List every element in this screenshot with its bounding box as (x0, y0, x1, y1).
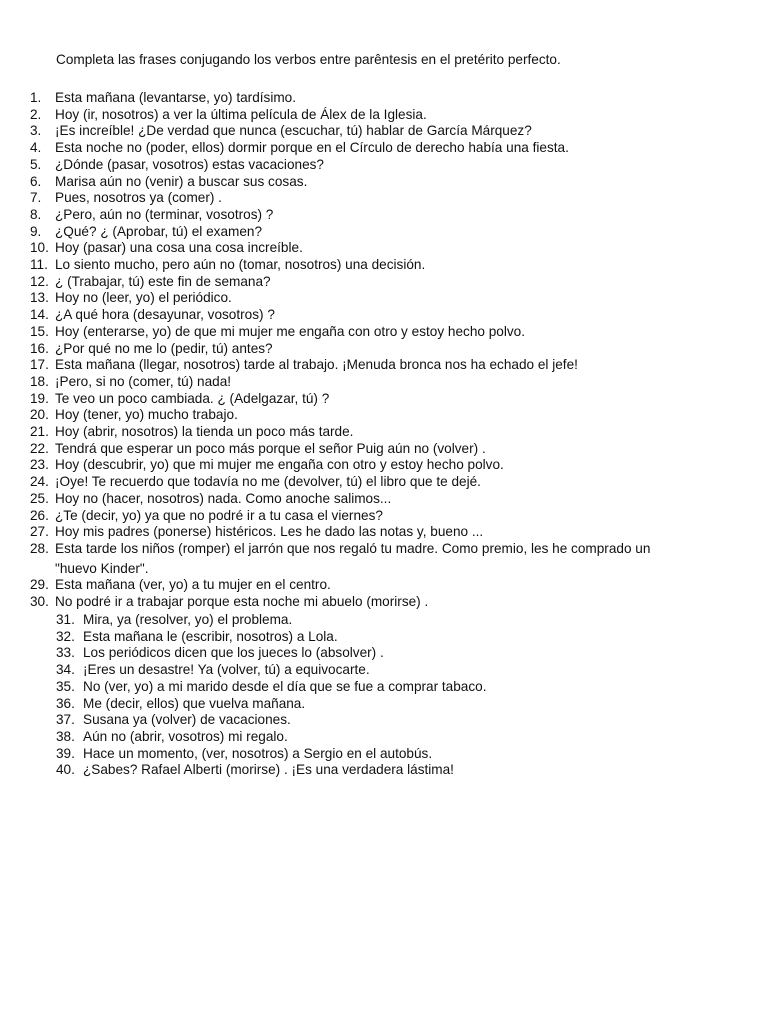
exercise-sentence-text: ¿Por qué no me lo (pedir, tú) antes? (55, 340, 273, 356)
exercise-sentence-text: ¿Pero, aún no (terminar, vosotros) ? (55, 206, 274, 222)
exercise-number: 17. (30, 357, 49, 373)
exercise-number: 32. (56, 628, 75, 644)
exercise-sentence (55, 491, 764, 508)
exercise-number: 6. (30, 173, 42, 189)
exercise-sentence-text: Hoy (enterarse, yo) de que mi mujer me engaña con otro y estoy hecho polvo. (55, 323, 525, 339)
exercise-number: 19. (30, 390, 49, 406)
exercise-item (30, 123, 764, 140)
exercise-sentence-text: Hoy no (leer, yo) el periódico. (55, 290, 232, 306)
exercise-sentence-text: ¿Sabes? Rafael Alberti (morirse) . ¡Es una verdadera lástima! (83, 762, 454, 778)
exercise-sentence (55, 577, 764, 594)
exercise-item (56, 746, 756, 763)
exercise-sentence-text: Marisa aún no (venir) a buscar sus cosas. (55, 173, 308, 189)
exercise-item (30, 407, 764, 424)
exercise-sentence-text: ¿Te (decir, yo) ya que no podré ir a tu casa el viernes? (55, 507, 383, 523)
exercise-sentence (83, 712, 756, 729)
exercise-sentence (55, 174, 764, 191)
exercise-item (30, 290, 764, 307)
exercise-number: 4. (30, 140, 42, 156)
exercise-sentence-text: Hoy mis padres (ponerse) histéricos. Les he dado las notas y, bueno ... (55, 524, 484, 540)
exercise-number: 29. (30, 577, 49, 593)
exercise-sentence (55, 407, 764, 424)
exercise-item (56, 612, 756, 629)
exercise-number: 5. (30, 156, 42, 172)
exercise-item (30, 224, 764, 241)
exercise-sentence (55, 424, 764, 441)
exercise-sentence-text: Hoy (tener, yo) mucho trabajo. (55, 407, 238, 423)
exercise-sentence-text: Esta mañana le (escribir, nosotros) a Lola. (83, 628, 338, 644)
exercise-number: 24. (30, 474, 49, 490)
exercise-item (56, 679, 756, 696)
exercise-number: 10. (30, 240, 49, 256)
exercise-sentence-text: Hoy (ir, nosotros) a ver la última película de Álex de la Iglesia. (55, 106, 427, 122)
exercise-sentence (83, 762, 756, 779)
exercise-item (30, 457, 764, 474)
exercise-number: 28. (30, 540, 49, 556)
exercise-sentence (55, 240, 764, 257)
exercise-item (30, 307, 764, 324)
exercise-item (30, 240, 764, 257)
exercise-sentence (55, 207, 764, 224)
exercise-number: 26. (30, 507, 49, 523)
exercise-sentence-text: Los periódicos dicen que los jueces lo (absolver) . (83, 645, 384, 661)
exercise-sentence-text: ¡Eres un desastre! Ya (volver, tú) a equivocarte. (83, 662, 370, 678)
exercise-item (30, 274, 764, 291)
exercise-sentence-text: ¡Oye! Te recuerdo que todavía no me (devolver, tú) el libro que te dejé. (55, 474, 481, 490)
exercise-number: 25. (30, 490, 49, 506)
exercise-item (56, 729, 756, 746)
exercise-sentence-text: Aún no (abrir, vosotros) mi regalo. (83, 728, 288, 744)
exercise-sentence-text: Hace un momento, (ver, nosotros) a Sergio en el autobús. (83, 745, 433, 761)
exercise-number: 9. (30, 223, 42, 239)
exercise-sentence-text: ¡Es increíble! ¿De verdad que nunca (escuchar, tú) hablar de García Márquez? (55, 123, 532, 139)
exercise-sentence-text: Esta mañana (llegar, nosotros) tarde al trabajo. ¡Menuda bronca nos ha echado el jefe! (55, 357, 578, 373)
exercise-sentence-text: Susana ya (volver) de vacaciones. (83, 712, 291, 728)
exercise-sentence-text: Mira, ya (resolver, yo) el problema. (83, 612, 293, 627)
exercise-sentence (55, 324, 764, 341)
exercise-item (30, 524, 764, 541)
exercise-number: 35. (56, 678, 75, 694)
exercise-sentence (83, 729, 756, 746)
exercise-number: 1. (30, 90, 42, 105)
exercise-sentence (55, 224, 764, 241)
exercise-number: 13. (30, 290, 49, 306)
exercise-number: 40. (56, 762, 75, 778)
exercise-number: 18. (30, 373, 49, 389)
exercise-number: 12. (30, 273, 49, 289)
exercise-sentence (55, 457, 764, 474)
exercise-item (30, 207, 764, 224)
exercise-sentence (55, 474, 764, 491)
exercise-item (30, 341, 764, 358)
exercise-sentence (55, 140, 764, 157)
exercise-item (30, 577, 764, 594)
exercise-number: 8. (30, 206, 42, 222)
exercise-sentence-continuation: "huevo Kinder". (55, 560, 149, 576)
exercise-sentence (55, 307, 764, 324)
exercise-number: 21. (30, 424, 49, 440)
exercise-number: 30. (30, 594, 49, 610)
exercise-sentence (55, 391, 764, 408)
exercise-sentence-text: ¿Dónde (pasar, vosotros) estas vacaciones? (55, 156, 324, 172)
exercise-sentence-text: ¿Qué? ¿ (Aprobar, tú) el examen? (55, 223, 263, 239)
exercise-sentence-text: Esta mañana (levantarse, yo) tardísimo. (55, 90, 297, 105)
exercise-number: 38. (56, 728, 75, 744)
exercise-sentence-text: ¡Pero, si no (comer, tú) nada! (55, 373, 232, 389)
exercise-item (30, 174, 764, 191)
exercise-sentence-text: Esta mañana (ver, yo) a tu mujer en el centro. (55, 577, 331, 593)
exercise-item (30, 257, 764, 274)
exercise-sentence (55, 594, 764, 611)
exercise-sentence-text: Pues, nosotros ya (comer) . (55, 190, 222, 206)
instructions-text: Completa las frases conjugando los verbos entre parêntesis en el pretérito perfecto. (56, 52, 561, 67)
exercise-list-31-40 (56, 612, 756, 779)
exercise-sentence-text: No podré ir a trabajar porque esta noche mi abuelo (morirse) . (55, 594, 429, 610)
exercise-number: 7. (30, 190, 42, 206)
exercise-sentence-text: ¿A qué hora (desayunar, vosotros) ? (55, 307, 275, 323)
exercise-item (30, 491, 764, 508)
exercise-list-1-30 (30, 90, 764, 611)
exercise-number: 37. (56, 712, 75, 728)
exercise-item (30, 140, 764, 157)
exercise-item (56, 762, 756, 779)
exercise-sentence (55, 541, 764, 577)
exercise-number: 3. (30, 123, 42, 139)
exercise-item (56, 645, 756, 662)
exercise-sentence-text: Esta noche no (poder, ellos) dormir porque en el Círculo de derecho había una fiesta. (55, 140, 569, 156)
exercise-number: 31. (56, 612, 75, 627)
exercise-number: 16. (30, 340, 49, 356)
exercise-item (30, 324, 764, 341)
exercise-item (56, 629, 756, 646)
exercise-sentence-text: Te veo un poco cambiada. ¿ (Adelgazar, tú) ? (55, 390, 330, 406)
exercise-sentence (55, 357, 764, 374)
exercise-item (30, 541, 764, 577)
exercise-item (30, 190, 764, 207)
exercise-sentence-text: Hoy (descubrir, yo) que mi mujer me engaña con otro y estoy hecho polvo. (55, 457, 504, 473)
exercise-sentence (83, 629, 756, 646)
exercise-sentence (55, 257, 764, 274)
exercise-number: 33. (56, 645, 75, 661)
exercise-item (30, 441, 764, 458)
exercise-item (30, 474, 764, 491)
exercise-sentence-text: Tendrá que esperar un poco más porque el señor Puig aún no (volver) . (55, 440, 486, 456)
exercise-sentence-text: Esta tarde los niños (romper) el jarrón que nos regaló tu madre. Como premio, les he comprado un (55, 540, 651, 556)
exercise-item (56, 712, 756, 729)
exercise-sentence-text: ¿ (Trabajar, tú) este fin de semana? (55, 273, 271, 289)
exercise-sentence (83, 696, 756, 713)
exercise-sentence (55, 107, 764, 124)
exercise-number: 27. (30, 524, 49, 540)
exercise-number: 23. (30, 457, 49, 473)
exercise-number: 15. (30, 323, 49, 339)
exercise-item (56, 662, 756, 679)
exercise-number: 22. (30, 440, 49, 456)
exercise-sentence-text: Lo siento mucho, pero aún no (tomar, nosotros) una decisión. (55, 257, 426, 273)
exercise-item (30, 90, 764, 107)
exercise-number: 20. (30, 407, 49, 423)
exercise-sentence (55, 508, 764, 525)
exercise-sentence (55, 157, 764, 174)
exercise-sentence-text: Me (decir, ellos) que vuelva mañana. (83, 695, 306, 711)
exercise-sentence (83, 612, 756, 629)
exercise-number: 39. (56, 745, 75, 761)
exercise-sentence-text: Hoy (abrir, nosotros) la tienda un poco más tarde. (55, 424, 354, 440)
exercise-sentence (55, 524, 764, 541)
exercise-item (56, 696, 756, 713)
exercise-sentence (55, 290, 764, 307)
exercise-sentence (55, 90, 764, 107)
exercise-sentence-text: Hoy no (hacer, nosotros) nada. Como anoche salimos... (55, 490, 392, 506)
exercise-sentence (55, 123, 764, 140)
exercise-item (30, 424, 764, 441)
exercise-sentence (55, 341, 764, 358)
exercise-number: 14. (30, 307, 49, 323)
exercise-item (30, 357, 764, 374)
exercise-sentence (83, 746, 756, 763)
exercise-item (30, 107, 764, 124)
exercise-number: 36. (56, 695, 75, 711)
exercise-sentence (83, 662, 756, 679)
exercise-sentence (83, 679, 756, 696)
exercise-number: 11. (30, 257, 48, 273)
exercise-number: 34. (56, 662, 75, 678)
exercise-item (30, 157, 764, 174)
exercise-sentence (55, 374, 764, 391)
exercise-sentence (55, 190, 764, 207)
exercise-number: 2. (30, 106, 42, 122)
exercise-sentence (55, 441, 764, 458)
exercise-sentence-text: No (ver, yo) a mi marido desde el día que se fue a comprar tabaco. (83, 678, 487, 694)
exercise-item (30, 374, 764, 391)
exercise-sentence (83, 645, 756, 662)
exercise-sentence-text: Hoy (pasar) una cosa una cosa increíble. (55, 240, 303, 256)
exercise-item (30, 391, 764, 408)
exercise-item (30, 508, 764, 525)
exercise-item (30, 594, 764, 611)
exercise-sentence (55, 274, 764, 291)
